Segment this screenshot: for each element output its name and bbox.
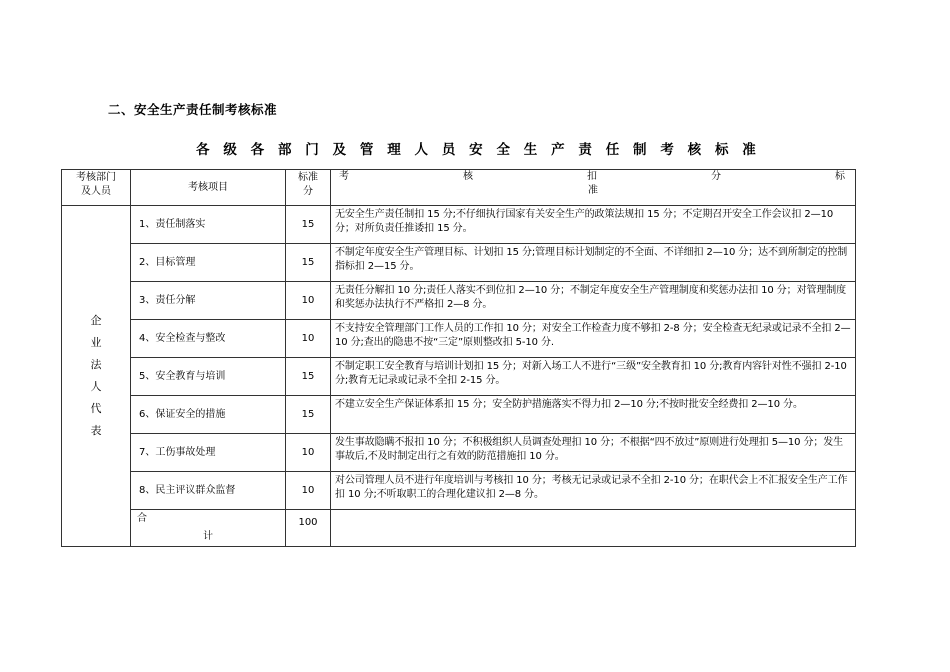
assessment-table bbox=[61, 169, 856, 547]
table-title-char: 标 bbox=[714, 142, 729, 158]
header-item: 考核项目 bbox=[131, 170, 286, 206]
row-item: 6、保证安全的措施 bbox=[131, 396, 286, 434]
table-title bbox=[196, 138, 756, 158]
table-title-char: 理 bbox=[387, 142, 401, 158]
row-score: 10 bbox=[286, 282, 331, 320]
row-standard: 无安全生产责任制扣 15 分;不仔细执行国家有关安全生产的政策法规扣 15 分；不定期召开安全工作会议扣 2—10 分；对所负责任推诿扣 15 分。 bbox=[331, 206, 856, 244]
table-title-char: 制 bbox=[633, 142, 647, 158]
row-score: 10 bbox=[286, 320, 331, 358]
header-standard bbox=[331, 170, 856, 206]
table-row bbox=[62, 434, 856, 472]
table-row bbox=[62, 396, 856, 434]
table-title-char: 部 bbox=[277, 142, 292, 158]
table-title-char: 门 bbox=[305, 142, 319, 158]
row-score: 10 bbox=[286, 472, 331, 510]
row-score: 15 bbox=[286, 396, 331, 434]
row-standard: 不制定职工安全教育与培训计划扣 15 分；对新入场工人不进行“三级”安全教育扣 10 分;教育内容针对性不强扣 2-10 分;教育无记录或记录不全扣 2-15 分。 bbox=[331, 358, 856, 396]
row-item: 1、责任制落实 bbox=[131, 206, 286, 244]
table-row bbox=[62, 282, 856, 320]
total-label-part1: 合 bbox=[137, 513, 147, 524]
table-row bbox=[62, 472, 856, 510]
header-standard-chars bbox=[335, 170, 851, 184]
header-score bbox=[286, 170, 331, 206]
department-char: 代 bbox=[90, 402, 102, 415]
header-department-line1: 考核部门 bbox=[76, 172, 116, 183]
header-department-line2: 及人员 bbox=[81, 186, 111, 197]
total-score: 100 bbox=[286, 510, 331, 547]
row-standard: 对公司管理人员不进行年度培训与考核扣 10 分；考核无记录或记录不全扣 2-10 分；在职代会上不汇报安全生产工作扣 10 分;不听取职工的合理化建议扣 2—8 分。 bbox=[331, 472, 856, 510]
table-title-char: 及 bbox=[332, 142, 347, 158]
row-item: 7、工伤事故处理 bbox=[131, 434, 286, 472]
header-standard-last: 准 bbox=[588, 185, 598, 196]
table-title-char: 全 bbox=[496, 142, 510, 158]
total-label bbox=[131, 510, 286, 547]
row-item: 5、安全教育与培训 bbox=[131, 358, 286, 396]
table-title-char: 核 bbox=[687, 142, 702, 158]
table-row bbox=[62, 358, 856, 396]
header-standard-char: 考 bbox=[339, 171, 349, 182]
row-standard: 不支持安全管理部门工作人员的工作扣 10 分；对安全工作检查力度不够扣 2-8 分；安全检查无纪录或记录不全扣 2—10 分;查出的隐患不按“三定”原则整改扣 5-10 分. bbox=[331, 320, 856, 358]
row-score: 15 bbox=[286, 244, 331, 282]
row-score: 15 bbox=[286, 358, 331, 396]
section-heading: 二、安全生产责任制考核标准 bbox=[108, 102, 278, 117]
table-title-char: 准 bbox=[742, 142, 756, 158]
total-row bbox=[62, 510, 856, 547]
row-standard: 发生事故隐瞒不报扣 10 分；不积极组织人员调查处理扣 10 分；不根据“四不放过”原则进行处理扣 5—10 分；发生事故后,不及时制定出行之有效的防范措施扣 10 分。 bbox=[331, 434, 856, 472]
table-title-char: 考 bbox=[660, 142, 674, 158]
header-standard-char: 分 bbox=[711, 171, 721, 182]
table-title-char: 各 bbox=[250, 142, 265, 158]
department-cell bbox=[62, 206, 131, 547]
table-title-char: 管 bbox=[359, 142, 374, 158]
header-score-line1: 标准 bbox=[298, 172, 318, 183]
department-char: 人 bbox=[90, 380, 102, 393]
table-title-char: 任 bbox=[605, 142, 620, 158]
table-title-char: 安 bbox=[469, 142, 483, 158]
table-title-char: 生 bbox=[523, 142, 538, 158]
department-char: 法 bbox=[90, 358, 102, 371]
table-title-char: 产 bbox=[551, 142, 565, 158]
row-item: 4、安全检查与整改 bbox=[131, 320, 286, 358]
row-standard: 不制定年度安全生产管理目标、计划扣 15 分;管理目标计划制定的不全面、不详细扣 2—10 分；达不到所制定的控制指标扣 2—15 分。 bbox=[331, 244, 856, 282]
table-title-char: 级 bbox=[223, 142, 237, 158]
header-score-line2: 分 bbox=[303, 186, 313, 197]
table-title-char: 责 bbox=[578, 142, 592, 158]
row-item: 8、民主评议群众监督 bbox=[131, 472, 286, 510]
table-row bbox=[62, 320, 856, 358]
table-header-row bbox=[62, 170, 856, 206]
table-title-char: 员 bbox=[441, 142, 456, 158]
header-department bbox=[62, 170, 131, 206]
total-standard-empty bbox=[331, 510, 856, 547]
header-standard-char: 标 bbox=[835, 171, 845, 182]
row-standard: 无责任分解扣 10 分;责任人落实不到位扣 2—10 分；不制定年度安全生产管理制度和奖惩办法扣 10 分；对管理制度和奖惩办法执行不严格扣 2—8 分。 bbox=[331, 282, 856, 320]
department-vertical-text bbox=[91, 314, 102, 438]
table-title-char: 各 bbox=[196, 142, 210, 158]
department-char: 企 bbox=[90, 314, 102, 327]
header-standard-char: 核 bbox=[463, 171, 473, 182]
row-score: 10 bbox=[286, 434, 331, 472]
row-score: 15 bbox=[286, 206, 331, 244]
row-item: 2、目标管理 bbox=[131, 244, 286, 282]
department-char: 表 bbox=[90, 424, 102, 437]
total-label-part2: 计 bbox=[203, 531, 213, 542]
table-row bbox=[62, 244, 856, 282]
header-standard-char: 扣 bbox=[587, 171, 597, 182]
department-char: 业 bbox=[90, 336, 102, 349]
table-row bbox=[62, 206, 856, 244]
row-item: 3、责任分解 bbox=[131, 282, 286, 320]
row-standard: 不建立安全生产保证体系扣 15 分；安全防护措施落实不得力扣 2—10 分;不按时批安全经费扣 2—10 分。 bbox=[331, 396, 856, 434]
table-title-char: 人 bbox=[414, 142, 428, 158]
